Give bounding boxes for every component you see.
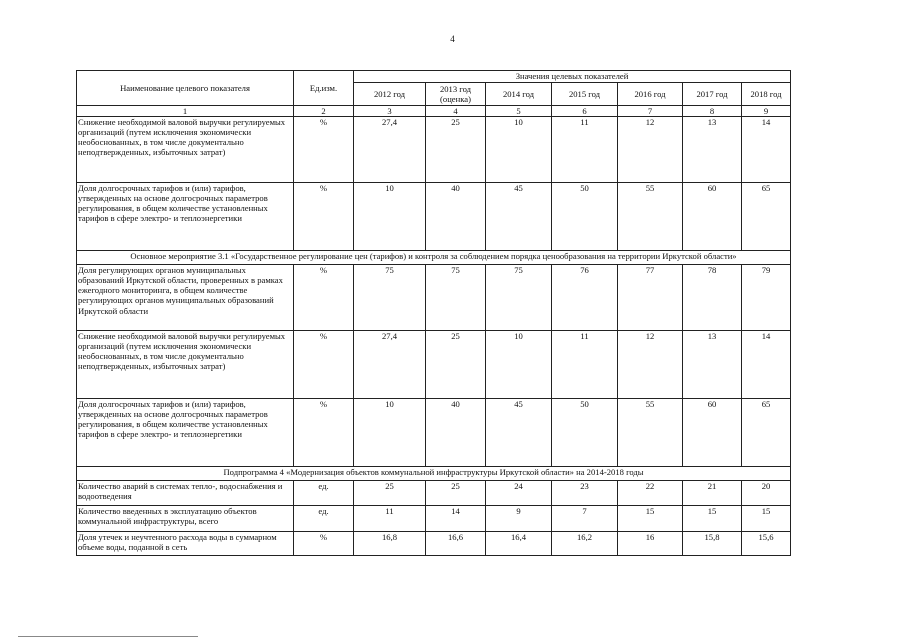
year-header: 2016 год [618,83,683,106]
indicator-value: 14 [742,331,791,399]
indicator-unit: % [294,331,354,399]
indicator-name: Количество введенных в эксплуатацию объектов коммунальной инфраструктуры, всего [77,506,294,532]
indicator-value: 10 [354,399,426,467]
indicator-unit: % [294,532,354,556]
indicator-value: 15,6 [742,532,791,556]
indicator-value: 50 [552,399,618,467]
indicator-unit: % [294,183,354,251]
indicator-value: 11 [552,117,618,183]
column-number: 7 [618,106,683,117]
year-header: 2017 год [683,83,742,106]
indicator-unit: % [294,265,354,331]
indicator-value: 45 [486,399,552,467]
indicator-value: 22 [618,481,683,506]
indicator-name: Доля регулирующих органов муниципальных образований Иркутской области, проверенных в рамках ежегодного мониторинга, в общем количестве регулирующих органов муниципальных образований Иркутской области [77,265,294,331]
indicator-value: 76 [552,265,618,331]
indicator-value: 15 [618,506,683,532]
column-number: 6 [552,106,618,117]
indicator-value: 60 [683,399,742,467]
indicator-value: 9 [486,506,552,532]
indicator-value: 15,8 [683,532,742,556]
indicator-value: 50 [552,183,618,251]
year-header: 2014 год [486,83,552,106]
column-number: 1 [77,106,294,117]
indicator-unit: ед. [294,506,354,532]
indicator-value: 12 [618,331,683,399]
indicator-name: Снижение необходимой валовой выручки регулируемых организаций (путем исключения экономически необоснованных, в том числе документально неподтвержденных, избыточных затрат) [77,117,294,183]
year-header: 2015 год [552,83,618,106]
table-row [77,532,791,556]
indicator-value: 7 [552,506,618,532]
indicator-value: 24 [486,481,552,506]
indicator-value: 23 [552,481,618,506]
indicator-value: 15 [742,506,791,532]
indicator-value: 75 [426,265,486,331]
page-number: 4 [450,34,455,44]
table-row [77,265,791,331]
year-header: 2013 год (оценка) [426,83,486,106]
indicator-value: 65 [742,399,791,467]
column-number: 8 [683,106,742,117]
scan-edge-divider [18,636,198,637]
indicator-value: 14 [742,117,791,183]
indicator-name: Доля долгосрочных тарифов и (или) тарифов, утвержденных на основе долгосрочных параметров регулирования, в общем количестве установленных тарифов в сфере электро- и теплоэнергетики [77,399,294,467]
indicator-value: 60 [683,183,742,251]
indicator-value: 16,6 [426,532,486,556]
indicator-value: 10 [354,183,426,251]
section-header-row [77,467,791,481]
indicator-value: 78 [683,265,742,331]
target-indicators-table [76,70,791,556]
indicator-value: 10 [486,117,552,183]
indicator-value: 20 [742,481,791,506]
indicator-value: 77 [618,265,683,331]
indicator-value: 16,2 [552,532,618,556]
indicator-unit: % [294,399,354,467]
indicator-value: 75 [354,265,426,331]
indicator-value: 65 [742,183,791,251]
indicator-value: 25 [426,117,486,183]
section-title-subprogram: Подпрограмма 4 «Модернизация объектов коммунальной инфраструктуры Иркутской области» на 2014-2018 годы [77,467,791,481]
indicator-value: 25 [426,481,486,506]
indicator-value: 40 [426,399,486,467]
indicator-value: 15 [683,506,742,532]
section-header-row [77,251,791,265]
column-number: 3 [354,106,426,117]
column-number-row [77,106,791,117]
indicator-value: 27,4 [354,117,426,183]
indicator-value: 25 [426,331,486,399]
indicator-value: 11 [354,506,426,532]
indicator-value: 16 [618,532,683,556]
table-row [77,481,791,506]
column-number: 4 [426,106,486,117]
indicator-value: 55 [618,183,683,251]
indicator-value: 12 [618,117,683,183]
table-row [77,399,791,467]
unit-column-header: Ед.изм. [294,71,354,106]
indicator-value: 13 [683,331,742,399]
indicator-value: 13 [683,117,742,183]
indicator-name: Количество аварий в системах тепло-, водоснабжения и водоотведения [77,481,294,506]
indicator-value: 16,4 [486,532,552,556]
column-number: 9 [742,106,791,117]
header-row-1 [77,71,791,83]
indicator-name: Доля утечек и неучтенного расхода воды в суммарном объеме воды, поданной в сеть [77,532,294,556]
column-number: 2 [294,106,354,117]
column-number: 5 [486,106,552,117]
indicator-name: Снижение необходимой валовой выручки регулируемых организаций (путем исключения экономически необоснованных, в том числе документально неподтвержденных, избыточных затрат) [77,331,294,399]
indicator-unit: % [294,117,354,183]
table-row [77,183,791,251]
table-row [77,331,791,399]
indicator-value: 45 [486,183,552,251]
indicator-value: 21 [683,481,742,506]
year-header: 2018 год [742,83,791,106]
indicator-unit: ед. [294,481,354,506]
values-group-header: Значения целевых показателей [354,71,791,83]
indicator-value: 11 [552,331,618,399]
name-column-header: Наименование целевого показателя [77,71,294,106]
indicator-name: Доля долгосрочных тарифов и (или) тарифов, утвержденных на основе долгосрочных параметров регулирования, в общем количестве установленных тарифов в сфере электро- и теплоэнергетики [77,183,294,251]
year-header: 2012 год [354,83,426,106]
indicator-value: 55 [618,399,683,467]
table-row [77,117,791,183]
table-row [77,506,791,532]
section-title-main-activity: Основное мероприятие 3.1 «Государственное регулирование цен (тарифов) и контроля за соблюдением порядка ценообразования на территории Иркутской области» [77,251,791,265]
indicator-value: 14 [426,506,486,532]
indicator-value: 16,8 [354,532,426,556]
indicator-value: 79 [742,265,791,331]
indicator-value: 25 [354,481,426,506]
indicator-value: 10 [486,331,552,399]
indicator-value: 27,4 [354,331,426,399]
indicator-value: 75 [486,265,552,331]
indicator-value: 40 [426,183,486,251]
